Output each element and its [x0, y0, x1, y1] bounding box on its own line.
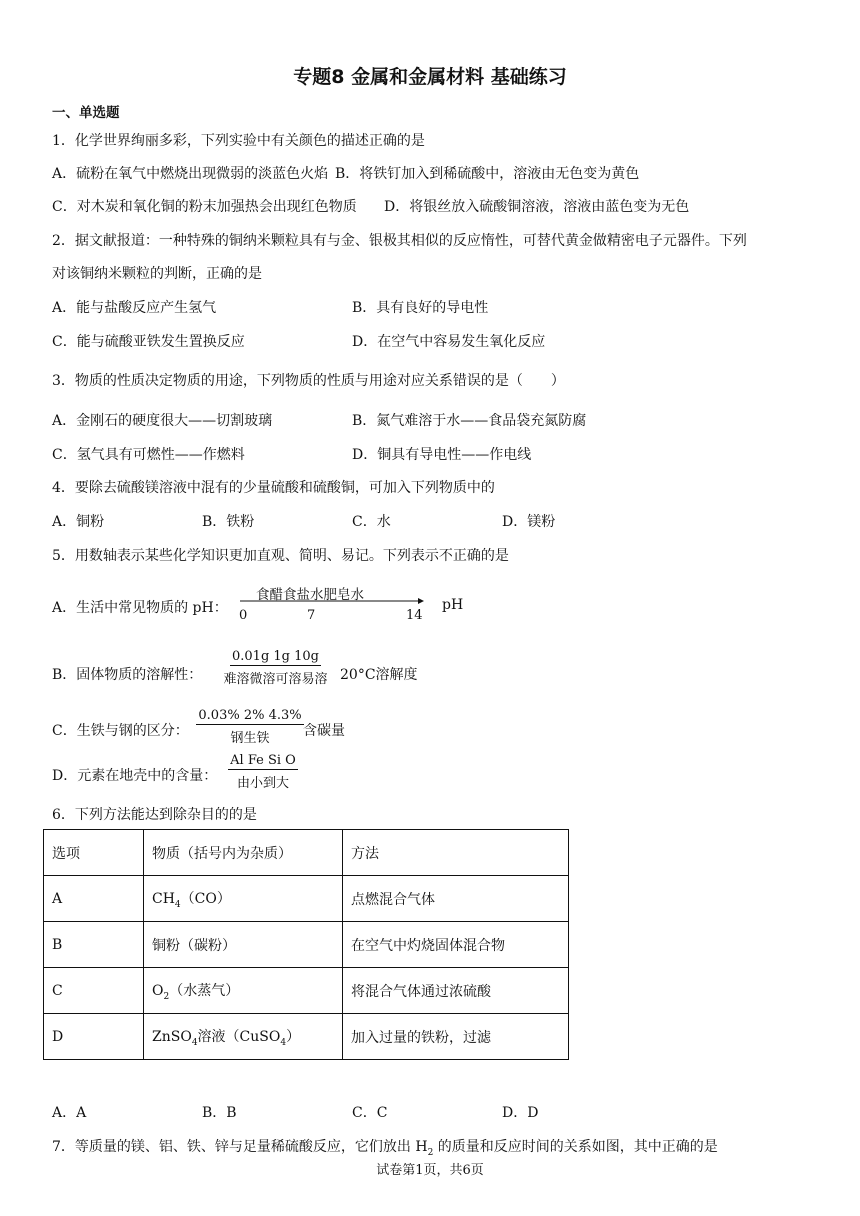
table-row	[44, 922, 569, 968]
q2-option-c: C．能与硫酸亚铁发生置换反应	[52, 334, 245, 350]
q2-stem-line2: 对该铜纳米颗粒的判断，正确的是	[52, 266, 262, 282]
q5-c-top: 0.03% 2% 4.3%	[198, 708, 302, 723]
q1-stem: 1．化学世界绚丽多彩，下列实验中有关颜色的描述正确的是	[52, 133, 425, 149]
q5-a-axis-top: 食醋食盐水肥皂水	[256, 587, 364, 603]
q5-a-unit: pH	[442, 597, 464, 613]
table-cell-method: 在空气中灼烧固体混合物	[343, 922, 569, 968]
q3-option-d: D．铜具有导电性——作电线	[352, 447, 532, 463]
q4-option-c: C．水	[352, 514, 391, 530]
q5-a-axis-arrow	[240, 597, 425, 605]
q5-b-bottom: 难溶微溶可溶易溶	[223, 672, 328, 687]
q5-d-fraction	[226, 753, 300, 791]
q5-a-tick-0: 0	[239, 608, 248, 623]
q5-stem: 5．用数轴表示某些化学知识更加直观、简明、易记。下列表示不正确的是	[52, 548, 509, 564]
table-cell-option: D	[44, 1014, 144, 1060]
q1-option-a: A．硫粉在氧气中燃烧出现微弱的淡蓝色火焰	[52, 166, 329, 182]
q5-option-d-label: D．元素在地壳中的含量：	[52, 768, 218, 784]
q5-b-top: 0.01g 1g 10g	[232, 649, 319, 664]
q5-c-bottom: 钢生铁	[230, 731, 270, 746]
q6-option-b: B．B	[202, 1105, 237, 1121]
table-cell-option: C	[44, 968, 144, 1014]
table-cell-method: 加入过量的铁粉，过滤	[343, 1014, 569, 1060]
table-header-substance: 物质（括号内为杂质）	[144, 830, 343, 876]
q1-option-c: C．对木炭和氧化铜的粉末加强热会出现红色物质	[52, 199, 357, 215]
q2-option-a: A．能与盐酸反应产生氢气	[52, 300, 217, 316]
q4-option-a: A．铜粉	[52, 514, 105, 530]
q5-c-unit: 含碳量	[303, 723, 345, 739]
q5-a-tick-7: 7	[307, 608, 316, 623]
q6-table	[43, 829, 569, 1060]
table-cell-option: B	[44, 922, 144, 968]
q3-option-b: B．氮气难溶于水——食品袋充氮防腐	[352, 413, 587, 429]
q5-option-c-label: C．生铁与钢的区分：	[52, 723, 189, 739]
q3-option-c: C．氢气具有可燃性——作燃料	[52, 447, 245, 463]
table-row	[44, 1014, 569, 1060]
table-cell-substance: $O_2$（水蒸气）	[144, 968, 343, 1014]
q5-c-fraction	[195, 708, 305, 746]
page-title: 专题8 金属和金属材料 基础练习	[293, 66, 567, 88]
q5-d-top: Al Fe Si O	[230, 753, 296, 768]
table-cell-method: 将混合气体通过浓硫酸	[343, 968, 569, 1014]
q5-d-bottom: 由小到大	[236, 776, 289, 791]
table-row	[44, 968, 569, 1014]
q2-stem-line1: 2．据文献报道：一种特殊的铜纳米颗粒具有与金、银极其相似的反应惰性，可替代黄金做精密电子元器件。下列	[52, 233, 747, 249]
q5-a-tick-14: 14	[406, 608, 423, 623]
q3-stem: 3．物质的性质决定物质的用途，下列物质的性质与用途对应关系错误的是（ ）	[52, 373, 565, 389]
q7-stem: 7．等质量的镁、铝、铁、锌与足量稀硫酸反应，它们放出 $H_2$ 的质量和反应时间的关系如图，其中正确的是	[52, 1139, 718, 1158]
q4-stem: 4．要除去硫酸镁溶液中混有的少量硫酸和硫酸铜，可加入下列物质中的	[52, 480, 495, 496]
table-cell-option: A	[44, 876, 144, 922]
table-header-option: 选项	[44, 830, 144, 876]
q3-option-a: A．金刚石的硬度很大——切割玻璃	[52, 413, 273, 429]
q6-stem: 6．下列方法能达到除杂目的的是	[52, 807, 257, 823]
q4-option-d: D．镁粉	[502, 514, 556, 530]
page-footer: 试卷第1页，共6页	[376, 1163, 484, 1178]
q5-b-unit: 20°C溶解度	[340, 667, 418, 683]
q2-option-d: D．在空气中容易发生氧化反应	[352, 334, 546, 350]
q4-option-b: B．铁粉	[202, 514, 255, 530]
table-cell-method: 点燃混合气体	[343, 876, 569, 922]
table-row	[44, 876, 569, 922]
table-cell-substance: 铜粉（碳粉）	[144, 922, 343, 968]
q6-option-c: C．C	[352, 1105, 388, 1121]
section-heading: 一、单选题	[52, 105, 120, 121]
q5-option-b-label: B．固体物质的溶解性：	[52, 667, 203, 683]
table-cell-substance: ZnSO$_4$溶液（CuSO$_4$）	[144, 1014, 343, 1060]
table-header-row	[44, 830, 569, 876]
q1-option-b: B．将铁钉加入到稀硫酸中，溶液由无色变为黄色	[335, 166, 640, 182]
q6-option-a: A．A	[52, 1105, 87, 1121]
q1-option-d: D．将银丝放入硫酸铜溶液，溶液由蓝色变为无色	[384, 199, 690, 215]
q5-b-fraction	[213, 649, 338, 687]
q5-option-a-label: A．生活中常见物质的 pH：	[52, 600, 228, 616]
q6-option-d: D．D	[502, 1105, 539, 1121]
table-cell-substance: $CH_4(CO)$	[144, 876, 343, 922]
table-header-method: 方法	[343, 830, 569, 876]
q2-option-b: B．具有良好的导电性	[352, 300, 489, 316]
